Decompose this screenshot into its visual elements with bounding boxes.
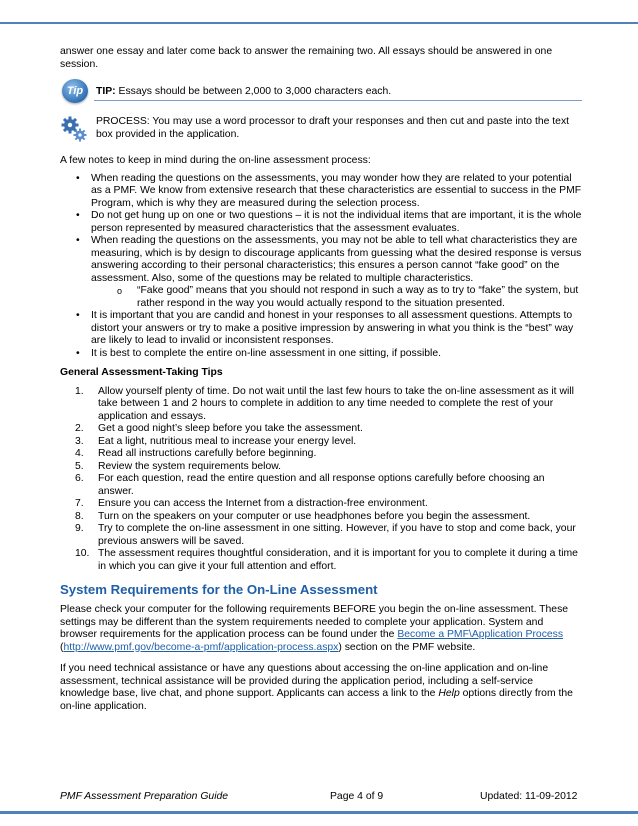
list-item: • When reading the questions on the assessments, you may wonder how they are related to your potential as a PMF. We know from extensive research that these characteristics are essential to success in the PMF Program, which is why they are measured during the selection process. bbox=[60, 173, 582, 211]
tips-list bbox=[60, 386, 582, 574]
list-item: • Do not get hung up on one or two questions – it is not the individual items that are important, it is the whole person represented by measured characteristics that the assessment evaluates. bbox=[60, 210, 582, 235]
footer-title: PMF Assessment Preparation Guide bbox=[60, 791, 229, 802]
footer-updated: Updated: 11-09-2012 bbox=[480, 791, 578, 802]
gears-icon bbox=[60, 115, 88, 143]
intro-paragraph: answer one essay and later come back to answer the remaining two. All essays should be answered in one session. bbox=[60, 46, 553, 70]
notes-list bbox=[60, 173, 582, 361]
list-item: 7. Ensure you can access the Internet from a distraction-free environment. bbox=[75, 498, 428, 509]
list-item: • When reading the questions on the assessments, you may not be able to tell what characteristics they are measuring, which is by design to discourage applicants from guessing what the desired response is versus answering according to their personal characteristics; this ensures a person cannot “fake good” on the assessment. Also, some of the questions may be related to multiple characteristics. o “Fake good” means that you should not respond in such a way as to try to “fake” the system, but rather respond in the way you would actually respond to the situation presented. bbox=[60, 235, 582, 310]
tip-underline bbox=[94, 100, 582, 101]
process-text: PROCESS: You may use a word processor to draft your responses and then cut and paste into the text box provided in the application. bbox=[96, 116, 570, 140]
list-item: 3. Eat a light, nutritious meal to increase your energy level. bbox=[75, 435, 357, 447]
sub-list bbox=[91, 285, 582, 310]
list-item: 8. Turn on the speakers on your computer or use headphones before you begin the assessment. bbox=[75, 510, 531, 522]
list-item: 2. Get a good night’s sleep before you take the assessment. bbox=[75, 423, 363, 434]
tip-label: TIP: bbox=[96, 86, 116, 97]
list-item: • It is important that you are candid and honest in your responses to all assessment questions. Attempts to distort your answers or try to make a positive impression by answering in what you think is the “best” way are likely to lead to invalid or inconsistent responses. bbox=[60, 310, 582, 348]
list-item: 9. Try to complete the on-line assessment in one sitting. However, if you have to stop and come back, your previous answers will be saved. bbox=[75, 523, 576, 547]
list-item: 1. Allow yourself plenty of time. Do not wait until the last few hours to take the on-line assessment as it will take between 1 and 2 hours to complete in addition to any time needed to complete the rest of your application and essays. bbox=[75, 385, 574, 422]
list-item: 10. The assessment requires thoughtful consideration, and it is important for you to complete it during a time in which you can give it your full attention and effort. bbox=[75, 548, 578, 572]
list-item: 4. Read all instructions carefully before beginning. bbox=[75, 448, 317, 459]
tip-text bbox=[96, 86, 582, 99]
tip-body: Essays should be between 2,000 to 3,000 characters each. bbox=[115, 86, 392, 97]
sub-list-item: o “Fake good” means that you should not respond in such a way as to try to “fake” the system, but rather respond in the way you would actually respond to the situation presented. bbox=[117, 285, 582, 310]
footer-rule bbox=[0, 811, 638, 814]
application-process-link[interactable]: Become a PMF\Application Process bbox=[397, 629, 564, 640]
tips-heading: General Assessment-Taking Tips bbox=[60, 367, 223, 378]
application-process-url-link[interactable]: http://www.pmf.gov/become-a-pmf/application-process.aspx bbox=[63, 641, 339, 653]
tip-callout bbox=[60, 79, 582, 107]
header-rule bbox=[0, 22, 638, 24]
page-content bbox=[60, 46, 582, 722]
tech-assistance-paragraph: If you need technical assistance or have any questions about accessing the on-line application and on-line assessment, technical assistance will be provided during the application period, including a self-service knowledge base, live chat, and phone support. Applicants can access a link to the Help options directly from the on-line application. bbox=[60, 663, 573, 712]
notes-intro: A few notes to keep in mind during the on-line assessment process: bbox=[60, 155, 371, 166]
list-item: 5. Review the system requirements below. bbox=[75, 460, 282, 472]
list-item: • It is best to complete the entire on-line assessment in one sitting, if possible. bbox=[60, 348, 582, 361]
footer-page-number: Page 4 of 9 bbox=[330, 791, 384, 802]
sysreq-paragraph: Please check your computer for the following requirements BEFORE you begin the on-line assessment. These settings may be different than the system requirements needed to complete your application. System and browser requirements for the application process can be found under the Become a PMF\Application Process (http://www.pmf.gov/become-a-pmf/application-process.aspx) section on the PMF website. bbox=[60, 604, 569, 653]
process-callout bbox=[60, 113, 582, 147]
list-item: 6. For each question, read the entire question and all response options carefully before choosing an answer. bbox=[75, 473, 545, 497]
help-emphasis: Help bbox=[438, 688, 460, 699]
tip-icon: Tip bbox=[62, 79, 88, 103]
section-heading: System Requirements for the On-Line Assessment bbox=[60, 582, 378, 597]
